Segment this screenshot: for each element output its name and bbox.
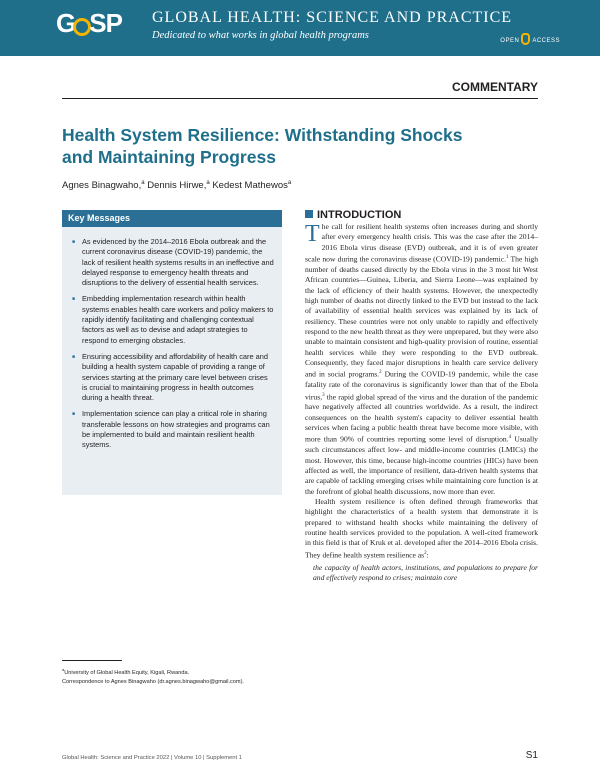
reference-link[interactable]: 2 — [379, 370, 382, 376]
article-title: Health System Resilience: Withstanding Shocks and Maintaining Progress — [62, 125, 463, 167]
body-text: During the COVID-19 pandemic, while the case fatality rate of the coronavirus is significantly lower than that of the Ebola virus, — [305, 369, 538, 402]
open-access-right: ACCESS — [532, 38, 560, 44]
affiliation-mark: a — [62, 667, 65, 672]
body-text: The high number of deaths caused directly by the Ebola virus in the 3 most hit West African countries—Guinea, Liberia, and Sierra Leone—was explained by the lack of efficiency of their health systems. However, the unexpectedly high number of deaths not directly linked to the EVD but instead to the lack of availability of essential health services was explained by its lack of resiliency. These countries were not only unable to rapidly and effectively respond to the new health threat as they were unprepared, but they were also unable to maintain consistent and high-quality provision of routine, essential health services while they were responding to the EVD outbreak. Consequently, they faced major disruptions in health care service delivery and in social programs. — [305, 254, 538, 379]
author-name: Agnes Binagwaho, — [62, 180, 142, 192]
header-rule — [62, 98, 538, 99]
reference-link[interactable]: 2 — [424, 550, 427, 556]
logo-text-left: G — [56, 8, 76, 38]
key-message-item: ■ Ensuring accessibility and affordability of health care and building a health system capable of providing a range of services starting at the primary care level between crises is crucial to maintaining progress in health outcomes during a health threat. — [82, 352, 274, 403]
author-affiliation-mark: a — [141, 180, 145, 186]
page-number: S1 — [525, 750, 538, 761]
affiliation-note — [62, 665, 292, 678]
body-paragraph — [305, 222, 538, 497]
journal-title: GLOBAL HEALTH: SCIENCE AND PRACTICE — [152, 9, 513, 26]
section-square-icon — [305, 210, 313, 218]
key-message-item: ■ Embedding implementation research within health systems enables health care workers and policy makers to rapidly identify facilitating and challenging contextual factors as well as to devise and adapt strategies to respond to emerging obstacles. — [82, 294, 274, 345]
open-access-badge — [500, 33, 560, 45]
author-name: Dennis Hirwe, — [144, 180, 207, 192]
key-messages-box — [62, 210, 282, 495]
key-messages-list — [62, 227, 282, 451]
footnote-rule — [62, 660, 122, 661]
introduction-heading-text: INTRODUCTION — [317, 209, 402, 221]
journal-tagline: Dedicated to what works in global health programs — [152, 30, 369, 41]
body-paragraph — [305, 497, 538, 561]
reference-link[interactable]: 1 — [505, 255, 509, 261]
body-text: Usually such circumstances affect low- and middle-income countries (LMICs) the most. However, this time, because high-income countries (HICs) have been affected as well, the importance of resilient, data-driven health systems that are capable of tackling emerging crises while maintaining core function is at the forefront of global health discussions, now more than ever. — [305, 435, 538, 496]
reference-link[interactable]: 4 — [508, 435, 512, 441]
footnote — [62, 665, 292, 687]
body-text: : — [426, 550, 429, 560]
author-name: Kedest Mathewos — [209, 180, 288, 192]
author-affiliation-mark: a — [287, 180, 292, 186]
article-body — [305, 222, 538, 583]
body-text: the rapid global spread of the virus and the duration of the pandemic have negatively affected all countries worldwide. As a result, the indirect consequences on the health system's capacity to deliver essential health services when facing a public health threat have become more visible, with more than 90% of countries reporting some level of disruption. — [305, 392, 538, 444]
body-text: he call for resilient health systems often increases during and shortly after every emergency health crisis. This was the case after the 2014–2016 Ebola virus disease (EVD) outbreak, and it is of even greater scale now during the coronavirus disease (COVID-19) pandemic. — [305, 222, 538, 264]
introduction-heading — [305, 209, 401, 221]
body-text: Health system resilience is often defined through frameworks that highlight the characteristics of a health system that demonstrate it is prepared to withstand health shocks while maintaining the delivery of routine health services provided to the population. A well-cited framework in this field is that of Kruk et al. developed after the 2014–2016 Ebola crisis. They define health system resilience as — [305, 497, 538, 560]
author-affiliation-mark: a — [206, 180, 210, 186]
article-section-label: COMMENTARY — [452, 80, 538, 94]
key-messages-heading: Key Messages — [62, 210, 282, 227]
journal-logo[interactable] — [56, 8, 122, 39]
logo-text-right: SP — [89, 8, 122, 38]
page-footer-citation: Global Health: Science and Practice 2022 | Volume 10 | Supplement 1 — [62, 755, 242, 761]
correspondence-note[interactable]: Correspondence to Agnes Binagwaho (dr.agnes.binagwaho@gmail.com). — [62, 678, 244, 685]
journal-banner — [0, 0, 600, 56]
drop-cap: T — [305, 221, 320, 247]
key-message-item: ■ Implementation science can play a critical role in sharing transferable lessons on how strategies and programs can be implemented to build and maintain resilient health systems. — [82, 409, 274, 450]
open-access-left: OPEN — [500, 38, 520, 44]
affiliation-text: University of Global Health Equity, Kigali, Rwanda. — [64, 669, 190, 676]
reference-link[interactable]: 3 — [322, 392, 325, 398]
author-list — [62, 180, 291, 191]
block-quote: the capacity of health actors, institutions, and populations to prepare for and effectively respond to crises; maintain core — [313, 562, 538, 582]
open-access-lock-icon — [521, 33, 530, 45]
key-message-item: ■ As evidenced by the 2014–2016 Ebola outbreak and the current coronavirus disease (COVID-19) pandemic, the lack of resilient health systems results in an ineffective and delayed response to emergency health threats and disruptions to the delivery of essential health services. — [82, 237, 274, 288]
